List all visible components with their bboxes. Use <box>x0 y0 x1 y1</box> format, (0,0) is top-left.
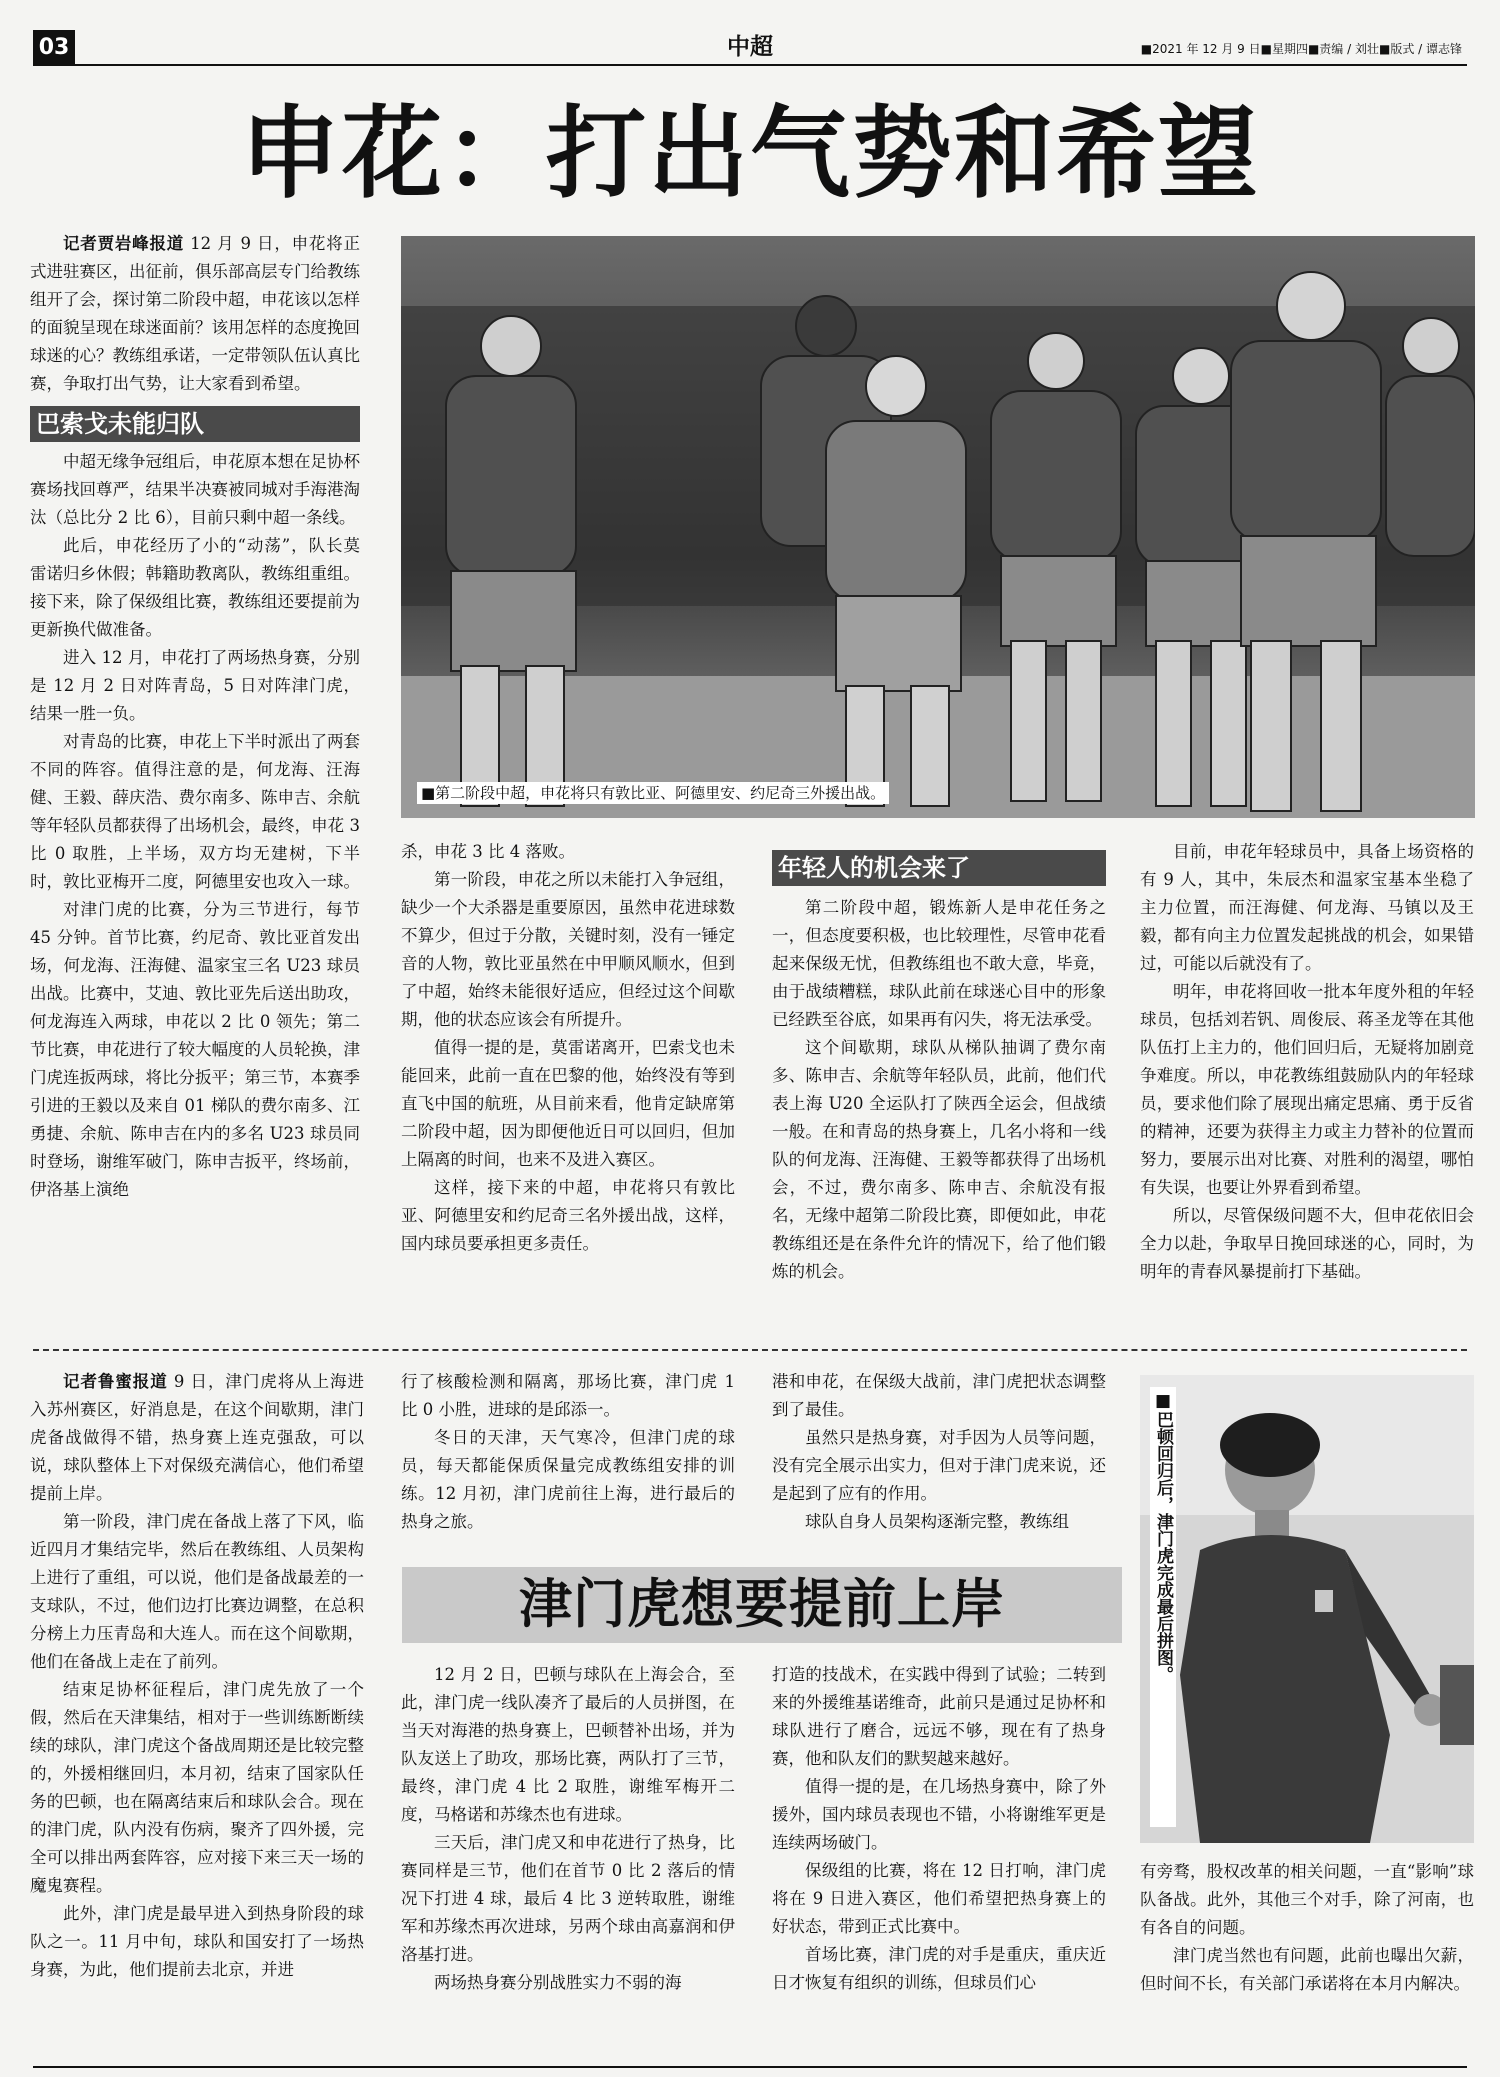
paragraph: 首场比赛，津门虎的对手是重庆，重庆近日才恢复有组织的训练，但球员们心 <box>772 1945 1106 1992</box>
page-number: 03 <box>33 30 75 66</box>
story2-col3-lower <box>772 1661 1106 1997</box>
paragraph: 津门虎当然也有问题，此前也曝出欠薪，但时间不长，有关部门承诺将在本月内解决。 <box>1140 1946 1474 1993</box>
story2-col2-lower <box>401 1661 735 1997</box>
player-portrait-image <box>1140 1375 1474 1843</box>
story2-col3-upper <box>772 1368 1106 1536</box>
story2-col2-upper <box>401 1368 735 1536</box>
photo-caption-vertical: ■巴顿回归后，津门虎完成最后拼图。 <box>1150 1387 1176 1827</box>
paragraph: 中超无缘争冠组后，申花原本想在足协杯赛场找回尊严，结果半决赛被同城对手海港淘汰（总比分 2 比 6），目前只剩中超一条线。 <box>30 452 360 527</box>
paragraph: 此后，申花经历了小的“动荡”，队长莫雷诺归乡休假；韩籍助教离队，教练组重组。接下来，除了保级组比赛，教练组还要提前为更新换代做准备。 <box>30 536 360 639</box>
story1-col3 <box>772 850 1106 1286</box>
paragraph: 对青岛的比赛，申花上下半时派出了两套不同的阵容。值得注意的是，何龙海、汪海健、王毅、薛庆浩、费尔南多、陈申吉、余航等年轻队员都获得了出场机会，最终，申花 3 比 0 取胜，上半场，双方均无建树，下半时，敦比亚梅开二度，阿德里安也攻入一球。 <box>30 732 360 891</box>
paragraph: 此外，津门虎是最早进入到热身阶段的球队之一。11 月中旬，球队和国安打了一场热身赛，为此，他们提前去北京，并进 <box>30 1904 364 1979</box>
byline: 记者鲁蜜报道 <box>63 1372 168 1391</box>
training-photo <box>401 236 1475 818</box>
photo-caption: ■第二阶段中超，申花将只有敦比亚、阿德里安、约尼奇三外援出战。 <box>417 782 889 804</box>
paragraph: 冬日的天津，天气寒冷，但津门虎的球员，每天都能保质保量完成教练组安排的训练。12 月初，津门虎前往上海，进行最后的热身之旅。 <box>401 1428 735 1531</box>
subhead-young-players: 年轻人的机会来了 <box>772 850 1106 886</box>
paragraph: 这样，接下来的中超，申花将只有敦比亚、阿德里安和约尼奇三名外援出战，这样，国内球员要承担更多责任。 <box>401 1178 735 1253</box>
paragraph: 三天后，津门虎又和申花进行了热身，比赛同样是三节，他们在首节 0 比 2 落后的情况下打进 4 球，最后 4 比 3 逆转取胜，谢维军和苏缘杰再次进球，另两个球由高嘉润和伊洛基打进。 <box>401 1833 735 1964</box>
paragraph: 对津门虎的比赛，分为三节进行，每节 45 分钟。首节比赛，约尼奇、敦比亚首发出场，何龙海、汪海健、温家宝三名 U23 球员出战。比赛中，艾迪、敦比亚先后送出助攻，何龙海连入两球，申花以 2 比 0 领先；第二节比赛，申花进行了较大幅度的人员轮换，津门虎连扳两球，将比分扳平；第三节，本赛季引进的王毅以及来自 01 梯队的费尔南多、江勇捷、余航、陈申吉在内的多名 U23 球员同时登场，谢维军破门，陈申吉扳平，终场前，伊洛基上演绝 <box>30 900 360 1199</box>
paragraph: 12 月 2 日，巴顿与球队在上海会合，至此，津门虎一线队凑齐了最后的人员拼图，在当天对海港的热身赛上，巴顿替补出场，并为队友送上了助攻，那场比赛，两队打了三节，最终，津门虎 4 比 2 取胜，谢维军梅开二度，马格诺和苏缘杰也有进球。 <box>401 1665 735 1824</box>
paragraph: 球队自身人员架构逐渐完整，教练组 <box>805 1512 1069 1531</box>
footer-rule <box>33 2066 1467 2068</box>
paragraph: 目前，申花年轻球员中，具备上场资格的有 9 人，其中，朱辰杰和温家宝基本坐稳了主力位置，而汪海健、何龙海、马镇以及王毅，都有向主力位置发起挑战的机会，如果错过，可能以后就没有了。 <box>1140 842 1474 973</box>
paragraph: 保级组的比赛，将在 12 日打响，津门虎将在 9 日进入赛区，他们希望把热身赛上的好状态，带到正式比赛中。 <box>772 1861 1106 1936</box>
story2-col1 <box>30 1368 364 1984</box>
paragraph: 虽然只是热身赛，对手因为人员等问题，没有完全展示出实力，但对于津门虎来说，还是起到了应有的作用。 <box>772 1428 1106 1503</box>
paragraph: 结束足协杯征程后，津门虎先放了一个假，然后在天津集结，相对于一些训练断断续续的球队，津门虎这个备战周期还是比较完整的，外援相继回归，本月初，结束了国家队任务的巴顿，也在隔离结束后和球队会合。现在的津门虎，队内没有伤病，聚齐了四外援，完全可以排出两套阵容，应对接下来三天一场的魔鬼赛程。 <box>30 1680 364 1895</box>
subhead-basogou: 巴索戈未能归队 <box>30 406 360 442</box>
paragraph: 所以，尽管保级问题不大，但申花依旧会全力以赴，争取早日挽回球迷的心，同时，为明年的青春风暴提前打下基础。 <box>1140 1206 1474 1281</box>
header-rule <box>33 64 1467 66</box>
paragraph: 第一阶段，津门虎在备战上落了下风，临近四月才集结完毕，然后在教练组、人员架构上进行了重组，可以说，他们是备战最差的一支球队，不过，他们边打比赛边调整，在总积分榜上力压青岛和大连人。而在这个间歇期，他们在备战上走在了前列。 <box>30 1512 364 1671</box>
paragraph: 这个间歇期，球队从梯队抽调了费尔南多、陈申吉、余航等年轻队员，此前，他们代表上海 U20 全运队打了陕西全运会，但战绩一般。在和青岛的热身赛上，几名小将和一线队的何龙海、汪海健、王毅等都获得了出场机会，不过，费尔南多、陈申吉、余航没有报名，无缘中超第二阶段比赛，即便如此，申花教练组还是在条件允许的情况下，给了他们锻炼的机会。 <box>772 1038 1106 1281</box>
byline: 记者贾岩峰报道 <box>63 234 185 253</box>
paragraph: 杀，申花 3 比 4 落败。 <box>401 842 575 861</box>
paragraph: 进入 12 月，申花打了两场热身赛，分别是 12 月 2 日对阵青岛，5 日对阵津门虎，结果一胜一负。 <box>30 648 360 723</box>
barton-photo <box>1140 1375 1474 1843</box>
lead-paragraph: 12 月 9 日，申花将正式进驻赛区，出征前，俱乐部高层专门给教练组开了会，探讨第二阶段中超，申花该以怎样的面貌呈现在球迷面前？该用怎样的态度挽回球迷的心？教练组承诺，一定带领队伍认真比赛，争取打出气势，让大家看到希望。 <box>30 234 361 393</box>
story-divider <box>33 1349 1467 1351</box>
paragraph: 值得一提的是，莫雷诺离开，巴索戈也未能回来，此前一直在巴黎的他，始终没有等到直飞中国的航班，从目前来看，他肯定缺席第二阶段中超，因为即便他近日可以回归，但加上隔离的时间，也来不及进入赛区。 <box>401 1038 735 1169</box>
paragraph: 明年，申花将回收一批本年度外租的年轻球员，包括刘若钒、周俊辰、蒋圣龙等在其他队伍打上主力的，他们回归后，无疑将加剧竞争难度。所以，申花教练组鼓励队内的年轻球员，要求他们除了展现出痛定思痛、勇于反省的精神，还要为获得主力或主力替补的位置而努力，要展示出对比赛、对胜利的渴望，哪怕有失误，也要让外界看到希望。 <box>1140 982 1474 1197</box>
paragraph: 9 日，津门虎将从上海进入苏州赛区，好消息是，在这个间歇期，津门虎备战做得不错，热身赛上连克强敌，可以说，球队整体上下对保级充满信心，他们希望提前上岸。 <box>30 1372 364 1503</box>
headline-jinmenhu: 津门虎想要提前上岸 <box>402 1567 1122 1643</box>
paragraph: 第二阶段中超，锻炼新人是申花任务之一，但态度要积极，也比较理性，尽管申花看起来保级无忧，但教练组也不敢大意，毕竟，由于战绩糟糕，球队此前在球迷心目中的形象已经跌至谷底，如果再有闪失，将无法承受。 <box>772 898 1106 1029</box>
paragraph: 港和申花，在保级大战前，津门虎把状态调整到了最佳。 <box>772 1372 1106 1419</box>
story2-col4 <box>1140 1858 1474 1998</box>
paragraph: 行了核酸检测和隔离，那场比赛，津门虎 1 比 0 小胜，进球的是邱添一。 <box>401 1372 735 1419</box>
headline-shenhua: 申花：打出气势和希望 <box>240 95 1260 212</box>
paragraph: 两场热身赛分别战胜实力不弱的海 <box>434 1973 682 1992</box>
paragraph: 值得一提的是，在几场热身赛中，除了外援外，国内球员表现也不错，小将谢维军更是连续两场破门。 <box>772 1777 1106 1852</box>
story1-col1 <box>30 230 360 1204</box>
section-title: 中超 <box>727 34 773 60</box>
paragraph: 有旁骛，股权改革的相关问题，一直“影响”球队备战。此外，其他三个对手，除了河南，也有各自的问题。 <box>1140 1862 1474 1937</box>
issue-info: ■2021 年 12 月 9 日■星期四■责编 / 刘壮■版式 / 谭志锋 <box>1140 42 1462 56</box>
story1-col2 <box>401 838 735 1258</box>
players-running-image <box>401 236 1475 818</box>
paragraph: 打造的技战术，在实践中得到了试验；二转到来的外援维基诺维奇，此前只是通过足协杯和球队进行了磨合，远远不够，现在有了热身赛，他和队友们的默契越来越好。 <box>772 1665 1106 1768</box>
story1-col4 <box>1140 838 1474 1286</box>
paragraph: 第一阶段，申花之所以未能打入争冠组，缺少一个大杀器是重要原因，虽然申花进球数不算少，但过于分散，关键时刻，没有一锤定音的人物，敦比亚虽然在中甲顺风顺水，但到了中超，始终未能很好适应，但经过这个间歇期，他的状态应该会有所提升。 <box>401 870 735 1029</box>
